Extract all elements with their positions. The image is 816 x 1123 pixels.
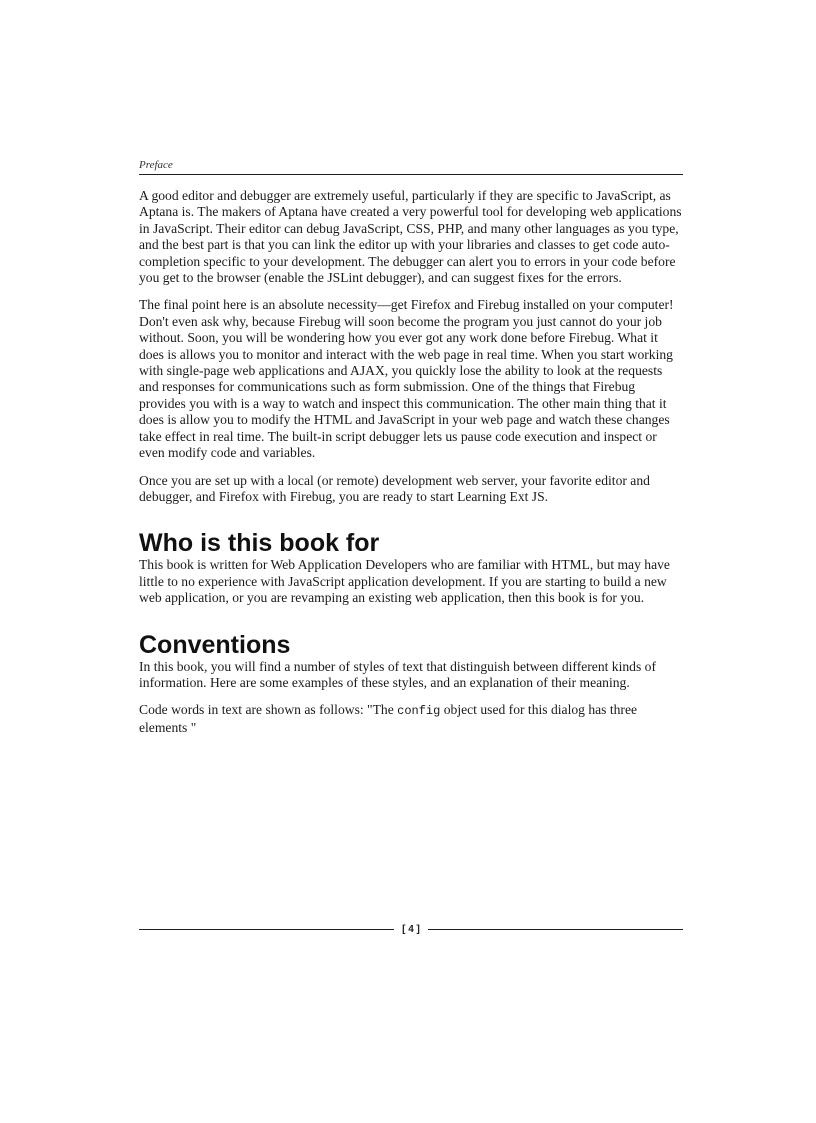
paragraph-audience: This book is written for Web Application Developers who are familiar with HTML, but may have little to no experience with JavaScript application development. If you are starting to build a new web application, or you are revamping an existing web application, then this book is for you.: [139, 557, 670, 606]
paragraph-firebug: The final point here is an absolute necessity—get Firefox and Firebug installed on your computer! Don't even ask why, because Firebug will soon become the program you just cannot do your job without. Soon, you will be wondering how you ever got any work done before Firebug. What it does is allows you to monitor and interact with the web page in real time. When you start working with single-page web applications and AJAX, you quickly lose the ability to look at the requests and responses for communications such as form submission. One of the things that Firebug provides you with is a way to watch and inspect this communication. The other main thing that it does is allow you to modify the HTML and JavaScript in your web page and watch these changes take effect in real time. The built-in script debugger lets us pause code execution and inspect or even modify code and variables.: [139, 297, 674, 461]
code-words-intro: Code words in text are shown as follows: "The: [139, 702, 398, 718]
inline-code-config: config: [397, 704, 441, 719]
section-heading-conventions: Conventions: [139, 630, 291, 659]
page-number: [ 4 ]: [402, 923, 420, 935]
page-content: [139, 158, 683, 747]
footer-rule-right: [428, 929, 683, 930]
code-words-outro: object used for this dialog has three elements ": [139, 702, 638, 735]
paragraph-aptana: A good editor and debugger are extremely useful, particularly if they are specific to JavaScript, as Aptana is. The makers of Aptana have created a very powerful tool for developing web applications in JavaScript. Their editor can debug JavaScript, CSS, PHP, and many other languages as you type, and the best part is that you can link the editor up with your libraries and classes to get code auto-completion specific to your development. The debugger can alert you to errors in your code before you get to the browser (enable the JSLint debugger), and can suggest fixes for the errors.: [139, 188, 682, 286]
section-heading-who: Who is this book for: [139, 529, 380, 558]
footer-rule-left: [139, 929, 394, 930]
page-footer: [139, 921, 683, 937]
paragraph-conventions: In this book, you will find a number of styles of text that distinguish between different kinds of information. Here are some examples of these styles, and an explanation of their meaning.: [139, 658, 656, 690]
running-header: Preface: [139, 158, 683, 175]
paragraph-setup: Once you are set up with a local (or remote) development web server, your favorite editor and debugger, and Firefox with Firebug, you are ready to start Learning Ext JS.: [139, 472, 650, 504]
paragraph-code-words: [139, 702, 683, 736]
